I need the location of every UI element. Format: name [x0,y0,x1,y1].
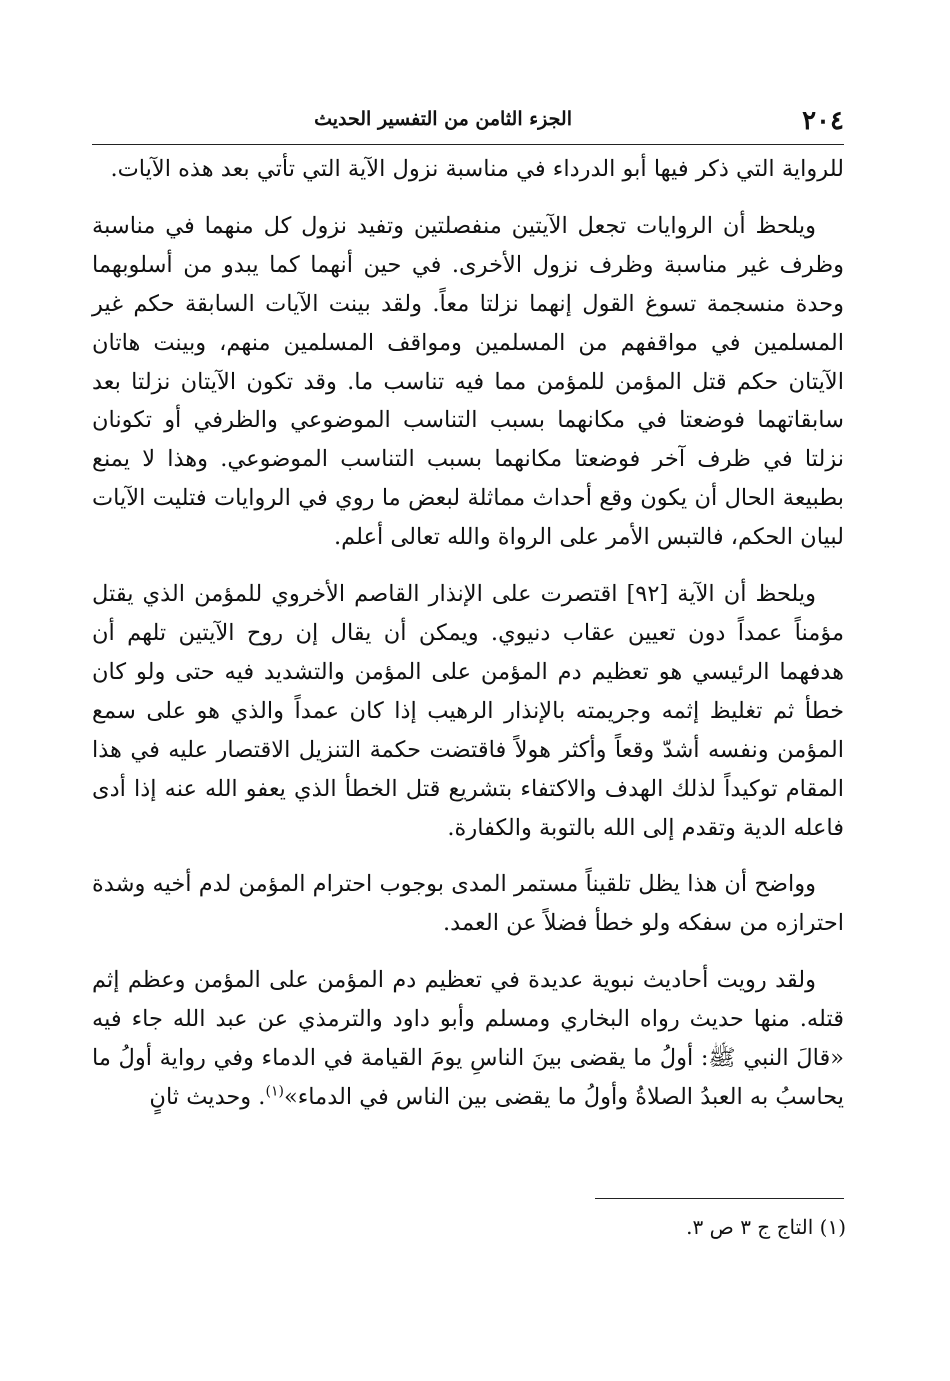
footnote-marker: (١) [819,1215,846,1239]
footnote-text: التاج ج ٣ ص ٣. [686,1215,814,1239]
page-number: ٢٠٤ [802,106,844,136]
footnote-reference[interactable]: (١) [265,1083,284,1100]
paragraph-5-text: ولقد رويت أحاديث نبوية عديدة في تعظيم دم المؤمن على المؤمن وعظم إثم قتله. منها حديث رواه البخاري ومسلم وأبو داود والترمذي عن عبد الله جاء فيه «قالَ النبي ﷺ: أولُ ما يقضى بينَ الناسِ يومَ القيامة في الدماء وفي رواية أولُ ما يحاسبُ به العبدُ الصلاةُ وأولُ ما يقضى بين الناس في الدماء» [92,967,844,1110]
paragraph-4: وواضح أن هذا يظل تلقيناً مستمر المدى بوجوب احترام المؤمن لدم أخيه وشدة احترازه من سفكه ولو خطأ فضلاً عن العمد. [92,871,844,937]
footnote-divider [595,1198,844,1199]
paragraph-5 [92,961,844,1117]
paragraph-5-tail: . وحديث ثانٍ [149,1083,266,1110]
paragraph-3: ويلحظ أن الآية [٩٢] اقتصرت على الإنذار القاصم الأخروي للمؤمن الذي يقتل مؤمناً عمداً دون تعيين عقاب دنيوي. ويمكن أن يقال إن روح الآيتين تلهم أن هدفهما الرئيسي هو تعظيم دم المؤمن على المؤمن والتشديد فيه حتى ولو كان خطأ ثم تغليظ إثمه وجريمته بالإنذار الرهيب إذا كان عمداً والذي هو على سمع المؤمن ونفسه أشدّ وقعاً وأكثر هولاً فاقتضت حكمة التنزيل الاقتصار عليه في هذا المقام توكيداً لذلك الهدف والاكتفاء بتشريع قتل الخطأ الذي يعفو الله عنه إذا أدى فاعله الدية وتقدم إلى الله بالتوبة والكفارة. [92,581,844,841]
running-title: الجزء الثامن من التفسير الحديث [314,108,572,130]
footnote [686,1212,846,1242]
page-header [92,98,844,145]
body-text [92,150,844,1117]
paragraph-2: ويلحظ أن الروايات تجعل الآيتين منفصلتين وتفيد نزول كل منهما في مناسبة وظرف غير مناسبة وظرف نزول الأخرى. في حين أنهما كما يبدو من أسلوبهما وحدة منسجمة تسوغ القول إنهما نزلتا معاً. ولقد بينت الآيات السابقة حكم غير المسلمين في مواقفهم من المسلمين ومواقف المسلمين منهم، وبينت هاتان الآيتان حكم قتل المؤمن للمؤمن مما فيه تناسب ما. وقد تكون الآيتان نزلتا بعد سابقاتهما فوضعتا في مكانهما بسبب التناسب الموضوعي والظرفي أو تكونان نزلتا في ظرف آخر فوضعتا مكانهما بسبب التناسب الموضوعي. وهذا لا يمنع بطبيعة الحال أن يكون وقع أحداث مماثلة لبعض ما روي في الروايات فتليت الآيات لبيان الحكم، فالتبس الأمر على الرواة والله تعالى أعلم. [92,212,844,551]
paragraph-1: للرواية التي ذكر فيها أبو الدرداء في مناسبة نزول الآية التي تأتي بعد هذه الآيات. [110,156,844,182]
